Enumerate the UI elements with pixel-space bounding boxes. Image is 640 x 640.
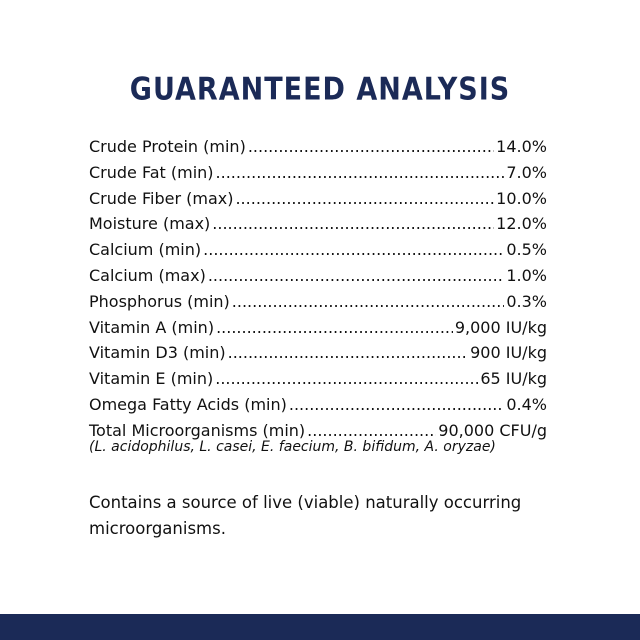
analysis-row-phosphorus xyxy=(89,289,547,315)
dot-leader xyxy=(212,211,494,237)
dot-leader xyxy=(215,366,478,392)
row-label: Crude Fat (min) xyxy=(89,162,214,182)
analysis-row-crude-fiber xyxy=(89,186,547,212)
dot-leader xyxy=(216,315,453,341)
analysis-row-crude-fat xyxy=(89,160,547,186)
footer-bar xyxy=(0,614,640,640)
page-title: GUARANTEED ANALYSIS xyxy=(129,71,511,108)
dot-leader xyxy=(228,340,469,366)
analysis-row-vitamin-a xyxy=(89,315,547,341)
row-value: 0.3% xyxy=(506,291,547,311)
analysis-row-omega-fatty-acids xyxy=(89,392,547,418)
row-label: Vitamin D3 (min) xyxy=(89,343,226,363)
row-label: Omega Fatty Acids (min) xyxy=(89,394,287,414)
dot-leader xyxy=(235,186,494,212)
dot-leader xyxy=(289,392,504,418)
row-value: 1.0% xyxy=(506,265,547,285)
row-value: 90,000 CFU/g xyxy=(438,420,547,440)
dot-leader xyxy=(232,289,505,315)
dot-leader xyxy=(203,237,504,263)
row-label: Vitamin E (min) xyxy=(89,369,214,389)
analysis-row-calcium-max xyxy=(89,263,547,289)
analysis-row-moisture xyxy=(89,211,547,237)
row-value: 10.0% xyxy=(496,188,547,208)
row-label: Total Microorganisms (min) xyxy=(89,420,306,440)
row-value: 7.0% xyxy=(506,162,547,182)
row-value: 900 IU/kg xyxy=(470,343,547,363)
row-label: Calcium (max) xyxy=(89,265,206,285)
microorganisms-note: (L. acidophilus, L. casei, E. faecium, B. bifidum, A. oryzae) xyxy=(89,439,496,455)
row-label: Vitamin A (min) xyxy=(89,317,215,337)
row-value: 0.5% xyxy=(506,240,547,260)
analysis-row-vitamin-d3 xyxy=(89,340,547,366)
row-label: Calcium (min) xyxy=(89,240,202,260)
row-label: Moisture (max) xyxy=(89,214,211,234)
row-label: Phosphorus (min) xyxy=(89,291,230,311)
row-value: 0.4% xyxy=(506,394,547,414)
dot-leader xyxy=(216,160,505,186)
row-value: 65 IU/kg xyxy=(480,369,547,389)
analysis-row-vitamin-e xyxy=(89,366,547,392)
live-microorganisms-statement: Contains a source of live (viable) naturally occurring microorganisms. xyxy=(89,493,522,538)
row-value: 12.0% xyxy=(496,214,547,234)
analysis-row-calcium-min xyxy=(89,237,547,263)
analysis-table xyxy=(89,134,547,444)
row-value: 9,000 IU/kg xyxy=(454,317,547,337)
row-label: Crude Protein (min) xyxy=(89,137,246,156)
row-label: Crude Fiber (max) xyxy=(89,188,234,208)
dot-leader xyxy=(208,263,505,289)
analysis-row-crude-protein xyxy=(89,134,547,160)
dot-leader xyxy=(248,134,494,160)
row-value: 14.0% xyxy=(496,137,547,156)
